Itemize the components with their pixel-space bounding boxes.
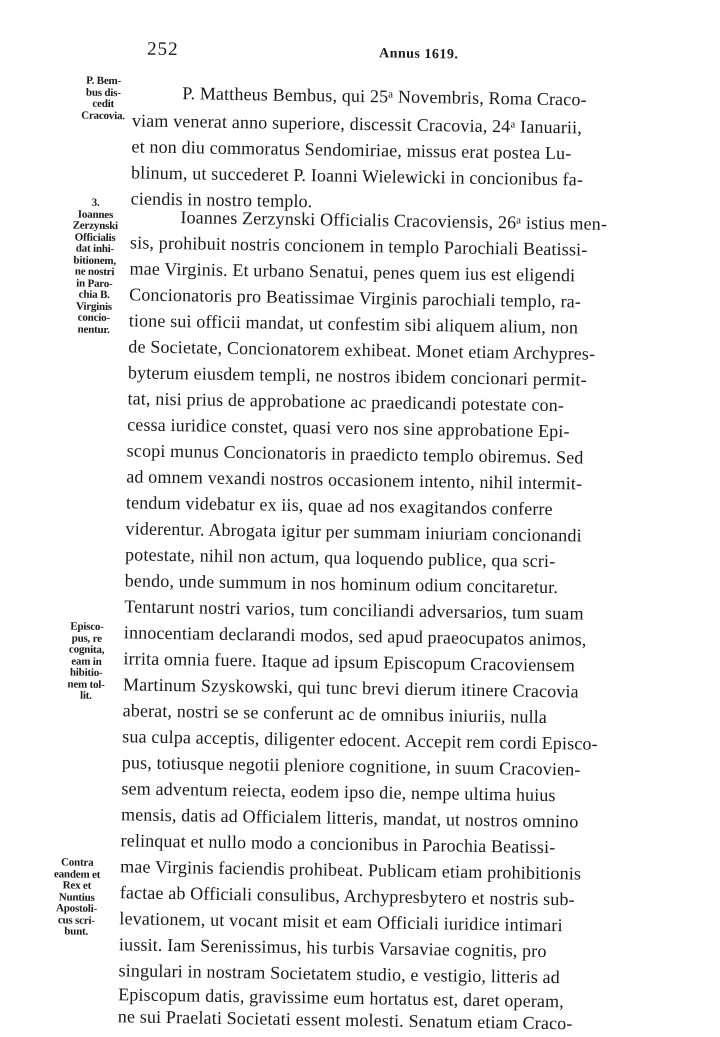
margin-note-line: pus, re xyxy=(71,631,102,645)
text-line: aberat, nostri se se conferunt ac de omnibus iniuriis, nulla xyxy=(122,700,548,727)
text-line: singulari in nostram Societatem studio, e vestigio, litteris ad xyxy=(118,960,561,988)
margin-note-line: bunt. xyxy=(64,925,89,938)
margin-note-line: cus scri- xyxy=(57,913,95,927)
text-line: relinquat et nullo modo a concionibus in Parochia Beatissi- xyxy=(120,830,556,858)
text-line: iussit. Iam Serenissimus, his turbis Varsaviae cognitis, pro xyxy=(118,934,547,961)
text-line: levationem, ut vocant misit et eam Officiali iuridice intimari xyxy=(119,908,563,936)
text-line: Martinum Szyskowski, qui tunc brevi dierum itinere Cracovia xyxy=(122,674,579,702)
margin-note-line: Apostoli- xyxy=(55,902,98,915)
text-line: mae Virginis. Et urbano Senatui, penes quem ius est eligendi xyxy=(129,258,576,286)
margin-note-line: cedit xyxy=(92,97,115,111)
text-line: de Societate, Concionatorem exhibeat. Monet etiam Archypres- xyxy=(128,336,596,364)
margin-note-line: eandem et xyxy=(53,867,101,881)
text-line: Tentarunt nostri varios, tum conciliandi adversarios, tum suam xyxy=(124,596,584,624)
margin-note-line: Cracovia. xyxy=(81,109,125,122)
margin-note-line: ne nostri xyxy=(74,265,115,279)
margin-note-line: 3. xyxy=(91,196,100,209)
text-line: mensis, datis ad Officialem litteris, mandat, ut nostros omnino xyxy=(120,804,579,832)
margin-note-contra xyxy=(45,857,108,938)
text-line: scopi munus Concionatoris in praedicto templo obiremus. Sed xyxy=(126,440,584,468)
page-header xyxy=(7,36,720,75)
text-line: blinum, ut succederet P. Ioanni Wielewicki in concionibus fa- xyxy=(130,162,584,190)
text-line: viam venerat anno superiore, discessit Cracovia, 24ᵃ Ianuarii, xyxy=(131,110,583,138)
margin-note-line: lit. xyxy=(79,689,92,702)
text-line: sis, prohibuit nostris concionem in templo Parochiali Beatissi- xyxy=(129,232,588,260)
text-line: sem adventum reiecta, eodem ipso die, nempe ultima huius xyxy=(121,778,556,806)
text-line: et non diu commoratus Sendomiriae, missus erat postea Lu- xyxy=(131,136,572,164)
margin-note-line: dat inhi- xyxy=(75,242,115,256)
margin-note-line: Rex et xyxy=(62,879,92,892)
text-line: bendo, unde summum in nos hominum odium concitaretur. xyxy=(124,570,559,598)
text-line: factae ab Officiali consulibus, Archypresbytero et nostris sub- xyxy=(119,882,575,910)
margin-note-line: Zerzynski xyxy=(72,219,118,233)
text-line: tione sui officii mandat, ut confestim sibi aliquem alium, non xyxy=(128,310,579,338)
margin-note-line: Contra xyxy=(60,856,94,869)
margin-note-line: Virginis xyxy=(75,300,113,313)
margin-note-line: hibitio- xyxy=(69,666,103,679)
text-line: tat, nisi prius de approbatione ac praedicandi potestate con- xyxy=(127,388,565,416)
text-line: potestate, nihil non actum, qua loquendo publice, qua scri- xyxy=(124,544,556,572)
text-line: cessa iuridice constet, quasi vero nos sine approbatione Epi- xyxy=(127,414,570,442)
margin-note-line: Officialis xyxy=(74,230,116,244)
margin-note-line: chia B. xyxy=(78,288,110,302)
margin-note-line: Episco- xyxy=(70,620,104,633)
text-line: Ioannes Zerzynski Officialis Cracoviensis, 26ᵃ istius men- xyxy=(180,207,608,234)
text-line: ad omnem vexandi nostros occasionem intento, nihil intermit- xyxy=(126,466,583,494)
margin-note-line: Nuntius xyxy=(58,890,95,904)
margin-note-line: concio- xyxy=(77,311,111,325)
text-line: Episcopum datis, gravissime eum hortatus est, daret operam, xyxy=(118,984,565,1012)
margin-note-line: cognita, xyxy=(68,643,105,657)
margin-note-line: eam in xyxy=(71,654,102,668)
text-line: innocentiam declarandi modos, sed apud praeocupatos animos, xyxy=(123,622,587,650)
margin-note-episcopus xyxy=(55,621,118,702)
margin-note-line: nentur. xyxy=(77,323,110,336)
running-head: Annus 1619. xyxy=(378,46,459,63)
text-line: byterum eiusdem templi, ne nostros ibidem concionari permit- xyxy=(127,362,587,390)
margin-note-line: in Paro- xyxy=(76,277,113,290)
page-number: 252 xyxy=(146,38,179,61)
margin-note-zerzynski xyxy=(63,197,127,336)
margin-note-line: Ioannes xyxy=(77,208,114,221)
text-line: Concionatoris pro Beatissimae Virginis parochiali templo, ra- xyxy=(129,284,582,312)
text-line: pus, totiusque negotii pleniore cognitione, in suum Cracovien- xyxy=(121,752,581,780)
margin-note-line: bitionem, xyxy=(73,253,117,267)
margin-note-line: P. Bem- xyxy=(86,74,122,88)
text-line: tendum videbatur ex iis, quae ad nos exagitandos conferre xyxy=(125,492,553,520)
text-line: ne sui Praelati Societati essent molesti. Senatum etiam Craco- xyxy=(117,1006,573,1034)
text-line: sua culpa acceptis, diligenter edocent. Accepit rem cordi Episco- xyxy=(122,726,598,754)
text-line: mae Virginis faciendis prohibeat. Publicam etiam prohibitionis xyxy=(120,856,582,884)
text-line: ciendis in nostro templo. xyxy=(130,188,313,212)
text-line: irrita omnia fuere. Itaque ad ipsum Episcopum Cracoviensem xyxy=(123,648,576,676)
text-line: viderentur. Abrogata igitur per summam iniuriam concionandi xyxy=(125,518,582,546)
margin-note-line: nem tol- xyxy=(67,677,105,691)
margin-note-bembus xyxy=(72,75,135,122)
margin-note-line: bus dis- xyxy=(85,86,121,99)
text-line: P. Mattheus Bembus, qui 25ᵃ Novembris, Roma Craco- xyxy=(182,83,587,110)
